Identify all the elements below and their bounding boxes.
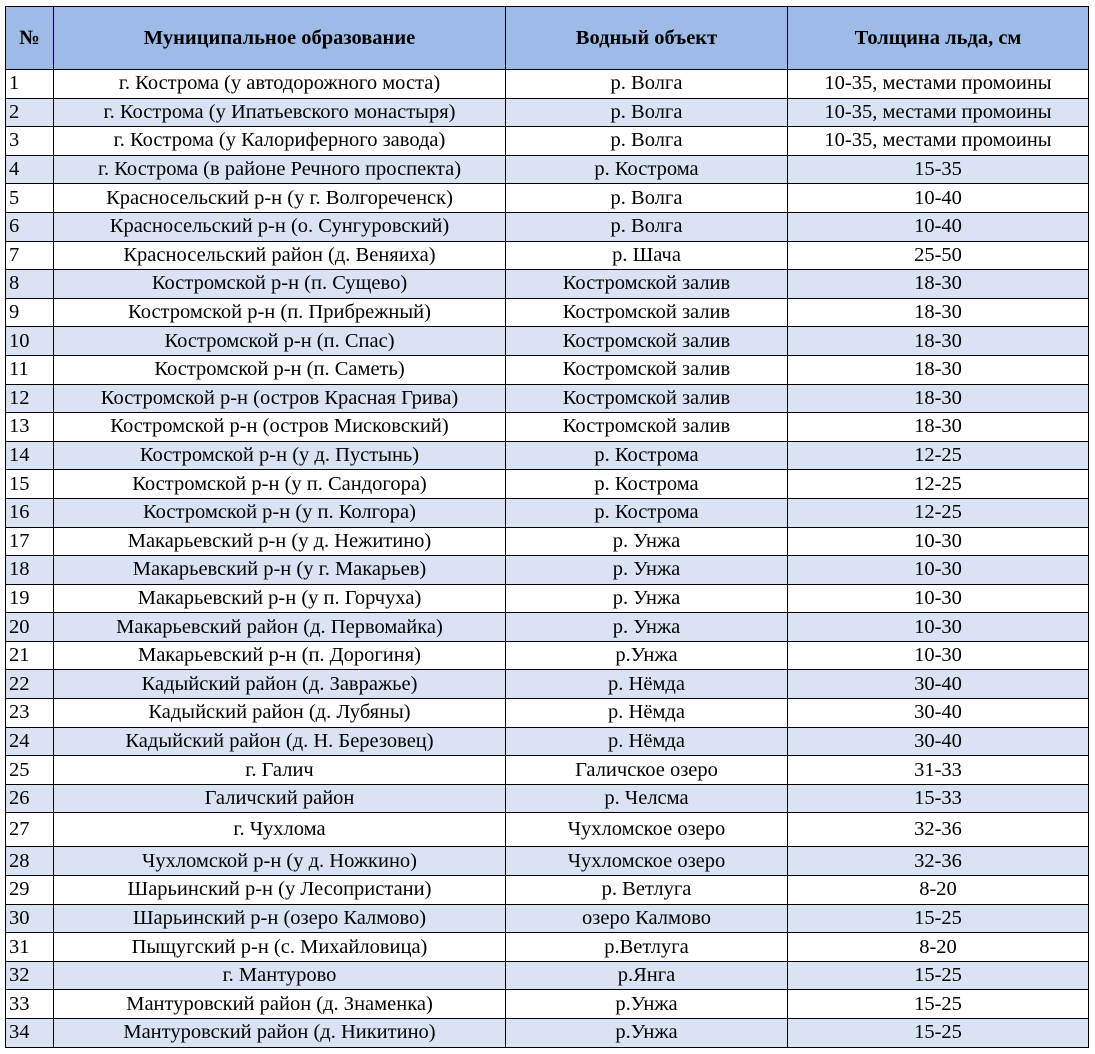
table-row bbox=[6, 127, 1089, 156]
row-ice-thickness: 32-36 bbox=[788, 847, 1089, 876]
row-number: 6 bbox=[6, 212, 54, 241]
row-water-body: р. Унжа bbox=[506, 527, 788, 556]
row-water-body: Костромской залив bbox=[506, 384, 788, 413]
row-ice-thickness: 10-30 bbox=[788, 584, 1089, 613]
row-municipality: Макарьевский р-н (у д. Нежитино) bbox=[54, 527, 506, 556]
row-ice-thickness: 18-30 bbox=[788, 327, 1089, 356]
row-municipality: Костромской р-н (остров Мисковский) bbox=[54, 413, 506, 442]
row-water-body: р. Нёмда bbox=[506, 727, 788, 756]
row-number: 8 bbox=[6, 270, 54, 299]
row-municipality: Костромской р-н (п. Сущево) bbox=[54, 270, 506, 299]
table-row bbox=[6, 699, 1089, 728]
header-municipality: Муниципальное образование bbox=[54, 7, 506, 70]
table-row bbox=[6, 670, 1089, 699]
row-municipality: Шарьинский р-н (озеро Калмово) bbox=[54, 904, 506, 933]
header-number: № bbox=[6, 7, 54, 70]
table-row bbox=[6, 584, 1089, 613]
row-ice-thickness: 15-25 bbox=[788, 1019, 1089, 1048]
row-water-body: р. Волга bbox=[506, 127, 788, 156]
row-municipality: Кадыйский район (д. Лубяны) bbox=[54, 699, 506, 728]
row-water-body: Чухломское озеро bbox=[506, 847, 788, 876]
row-water-body: р. Волга bbox=[506, 70, 788, 99]
table-row bbox=[6, 355, 1089, 384]
table-row bbox=[6, 212, 1089, 241]
row-number: 7 bbox=[6, 241, 54, 270]
table-row bbox=[6, 298, 1089, 327]
row-number: 26 bbox=[6, 784, 54, 813]
row-municipality: Макарьевский р-н (у п. Горчуха) bbox=[54, 584, 506, 613]
row-water-body: р.Ветлуга bbox=[506, 933, 788, 962]
row-water-body: р. Волга bbox=[506, 212, 788, 241]
table-row bbox=[6, 1019, 1089, 1048]
row-number: 3 bbox=[6, 127, 54, 156]
row-municipality: г. Кострома (у автодорожного моста) bbox=[54, 70, 506, 99]
row-number: 27 bbox=[6, 813, 54, 847]
table-row bbox=[6, 498, 1089, 527]
table-row bbox=[6, 441, 1089, 470]
table-row bbox=[6, 98, 1089, 127]
row-municipality: Костромской р-н (п. Прибрежный) bbox=[54, 298, 506, 327]
table-row bbox=[6, 384, 1089, 413]
row-ice-thickness: 15-25 bbox=[788, 961, 1089, 990]
table-row bbox=[6, 70, 1089, 99]
row-number: 25 bbox=[6, 756, 54, 785]
row-number: 2 bbox=[6, 98, 54, 127]
row-water-body: Костромской залив bbox=[506, 327, 788, 356]
row-number: 22 bbox=[6, 670, 54, 699]
row-ice-thickness: 10-40 bbox=[788, 184, 1089, 213]
row-water-body: р. Кострома bbox=[506, 470, 788, 499]
row-water-body: озеро Калмово bbox=[506, 904, 788, 933]
row-municipality: г. Кострома (в районе Речного проспекта) bbox=[54, 155, 506, 184]
table-row bbox=[6, 990, 1089, 1019]
row-number: 28 bbox=[6, 847, 54, 876]
table-row bbox=[6, 904, 1089, 933]
row-number: 23 bbox=[6, 699, 54, 728]
row-ice-thickness: 12-25 bbox=[788, 498, 1089, 527]
row-ice-thickness: 10-30 bbox=[788, 613, 1089, 642]
row-municipality: Красносельский р-н (у г. Волгореченск) bbox=[54, 184, 506, 213]
row-water-body: Чухломское озеро bbox=[506, 813, 788, 847]
row-water-body: Галичское озеро bbox=[506, 756, 788, 785]
row-number: 10 bbox=[6, 327, 54, 356]
row-municipality: г. Кострома (у Ипатьевского монастыря) bbox=[54, 98, 506, 127]
row-number: 30 bbox=[6, 904, 54, 933]
table-row bbox=[6, 556, 1089, 585]
row-number: 33 bbox=[6, 990, 54, 1019]
row-water-body: р.Унжа bbox=[506, 1019, 788, 1048]
row-water-body: Костромской залив bbox=[506, 270, 788, 299]
row-water-body: р. Унжа bbox=[506, 613, 788, 642]
row-ice-thickness: 30-40 bbox=[788, 727, 1089, 756]
row-number: 19 bbox=[6, 584, 54, 613]
table-row bbox=[6, 241, 1089, 270]
row-municipality: Галичский район bbox=[54, 784, 506, 813]
table-row bbox=[6, 327, 1089, 356]
row-municipality: г. Галич bbox=[54, 756, 506, 785]
row-water-body: р.Янга bbox=[506, 961, 788, 990]
row-ice-thickness: 31-33 bbox=[788, 756, 1089, 785]
table-row bbox=[6, 413, 1089, 442]
row-ice-thickness: 32-36 bbox=[788, 813, 1089, 847]
row-ice-thickness: 10-40 bbox=[788, 212, 1089, 241]
row-number: 17 bbox=[6, 527, 54, 556]
row-municipality: Мантуровский район (д. Никитино) bbox=[54, 1019, 506, 1048]
row-municipality: Кадыйский район (д. Завражье) bbox=[54, 670, 506, 699]
row-water-body: Костромской залив bbox=[506, 413, 788, 442]
row-municipality: Красносельский район (д. Веняиха) bbox=[54, 241, 506, 270]
row-water-body: р.Унжа bbox=[506, 990, 788, 1019]
row-ice-thickness: 10-30 bbox=[788, 556, 1089, 585]
row-ice-thickness: 12-25 bbox=[788, 470, 1089, 499]
row-water-body: р. Унжа bbox=[506, 584, 788, 613]
row-number: 21 bbox=[6, 641, 54, 670]
row-municipality: Костромской р-н (остров Красная Грива) bbox=[54, 384, 506, 413]
row-number: 9 bbox=[6, 298, 54, 327]
table-row bbox=[6, 727, 1089, 756]
table-row bbox=[6, 470, 1089, 499]
row-ice-thickness: 10-35, местами промоины bbox=[788, 98, 1089, 127]
row-water-body: р. Ветлуга bbox=[506, 876, 788, 905]
row-ice-thickness: 18-30 bbox=[788, 384, 1089, 413]
row-municipality: Костромской р-н (у п. Колгора) bbox=[54, 498, 506, 527]
row-ice-thickness: 8-20 bbox=[788, 876, 1089, 905]
table-body bbox=[6, 70, 1089, 1048]
table-row bbox=[6, 847, 1089, 876]
row-number: 29 bbox=[6, 876, 54, 905]
row-municipality: г. Кострома (у Калориферного завода) bbox=[54, 127, 506, 156]
row-number: 12 bbox=[6, 384, 54, 413]
row-water-body: р. Унжа bbox=[506, 556, 788, 585]
table-row bbox=[6, 527, 1089, 556]
row-number: 11 bbox=[6, 355, 54, 384]
row-number: 18 bbox=[6, 556, 54, 585]
row-municipality: Кадыйский район (д. Н. Березовец) bbox=[54, 727, 506, 756]
row-number: 32 bbox=[6, 961, 54, 990]
header-water-body: Водный объект bbox=[506, 7, 788, 70]
row-number: 14 bbox=[6, 441, 54, 470]
header-ice-thickness: Толщина льда, см bbox=[788, 7, 1089, 70]
row-municipality: Чухломской р-н (у д. Ножкино) bbox=[54, 847, 506, 876]
table-row bbox=[6, 813, 1089, 847]
row-ice-thickness: 15-25 bbox=[788, 990, 1089, 1019]
row-ice-thickness: 18-30 bbox=[788, 413, 1089, 442]
row-ice-thickness: 18-30 bbox=[788, 298, 1089, 327]
table-header bbox=[6, 7, 1089, 70]
row-municipality: Костромской р-н (п. Саметь) bbox=[54, 355, 506, 384]
row-water-body: р. Кострома bbox=[506, 155, 788, 184]
row-ice-thickness: 15-35 bbox=[788, 155, 1089, 184]
row-number: 13 bbox=[6, 413, 54, 442]
table-row bbox=[6, 933, 1089, 962]
row-water-body: р. Нёмда bbox=[506, 670, 788, 699]
row-municipality: Шарьинский р-н (у Лесопристани) bbox=[54, 876, 506, 905]
row-water-body: Костромской залив bbox=[506, 355, 788, 384]
row-number: 16 bbox=[6, 498, 54, 527]
row-water-body: р. Шача bbox=[506, 241, 788, 270]
row-municipality: г. Мантурово bbox=[54, 961, 506, 990]
row-municipality: Красносельский р-н (о. Сунгуровский) bbox=[54, 212, 506, 241]
row-ice-thickness: 10-35, местами промоины bbox=[788, 127, 1089, 156]
row-water-body: Костромской залив bbox=[506, 298, 788, 327]
row-water-body: р. Кострома bbox=[506, 441, 788, 470]
row-municipality: г. Чухлома bbox=[54, 813, 506, 847]
table-row bbox=[6, 784, 1089, 813]
row-municipality: Макарьевский р-н (п. Дорогиня) bbox=[54, 641, 506, 670]
row-ice-thickness: 12-25 bbox=[788, 441, 1089, 470]
table-row bbox=[6, 756, 1089, 785]
row-ice-thickness: 10-30 bbox=[788, 527, 1089, 556]
header-row bbox=[6, 7, 1089, 70]
row-number: 15 bbox=[6, 470, 54, 499]
row-ice-thickness: 15-25 bbox=[788, 904, 1089, 933]
row-municipality: Пыщугский р-н (с. Михайловица) bbox=[54, 933, 506, 962]
row-ice-thickness: 25-50 bbox=[788, 241, 1089, 270]
row-ice-thickness: 8-20 bbox=[788, 933, 1089, 962]
row-water-body: р. Кострома bbox=[506, 498, 788, 527]
row-municipality: Макарьевский р-н (у г. Макарьев) bbox=[54, 556, 506, 585]
row-ice-thickness: 30-40 bbox=[788, 670, 1089, 699]
row-number: 31 bbox=[6, 933, 54, 962]
row-ice-thickness: 18-30 bbox=[788, 355, 1089, 384]
row-number: 1 bbox=[6, 70, 54, 99]
row-municipality: Макарьевский район (д. Первомайка) bbox=[54, 613, 506, 642]
row-ice-thickness: 30-40 bbox=[788, 699, 1089, 728]
row-number: 5 bbox=[6, 184, 54, 213]
row-number: 34 bbox=[6, 1019, 54, 1048]
row-municipality: Костромской р-н (у д. Пустынь) bbox=[54, 441, 506, 470]
table-row bbox=[6, 155, 1089, 184]
row-municipality: Мантуровский район (д. Знаменка) bbox=[54, 990, 506, 1019]
row-ice-thickness: 10-30 bbox=[788, 641, 1089, 670]
table-row bbox=[6, 961, 1089, 990]
row-water-body: р. Волга bbox=[506, 184, 788, 213]
row-number: 20 bbox=[6, 613, 54, 642]
table-row bbox=[6, 184, 1089, 213]
row-water-body: р. Челсма bbox=[506, 784, 788, 813]
ice-thickness-table bbox=[5, 6, 1089, 1048]
row-water-body: р. Волга bbox=[506, 98, 788, 127]
table-row bbox=[6, 641, 1089, 670]
row-ice-thickness: 18-30 bbox=[788, 270, 1089, 299]
table-row bbox=[6, 613, 1089, 642]
row-ice-thickness: 15-33 bbox=[788, 784, 1089, 813]
row-ice-thickness: 10-35, местами промоины bbox=[788, 70, 1089, 99]
row-municipality: Костромской р-н (п. Спас) bbox=[54, 327, 506, 356]
row-number: 24 bbox=[6, 727, 54, 756]
row-municipality: Костромской р-н (у п. Сандогора) bbox=[54, 470, 506, 499]
row-water-body: р. Нёмда bbox=[506, 699, 788, 728]
row-water-body: р.Унжа bbox=[506, 641, 788, 670]
table-row bbox=[6, 876, 1089, 905]
table-row bbox=[6, 270, 1089, 299]
row-number: 4 bbox=[6, 155, 54, 184]
